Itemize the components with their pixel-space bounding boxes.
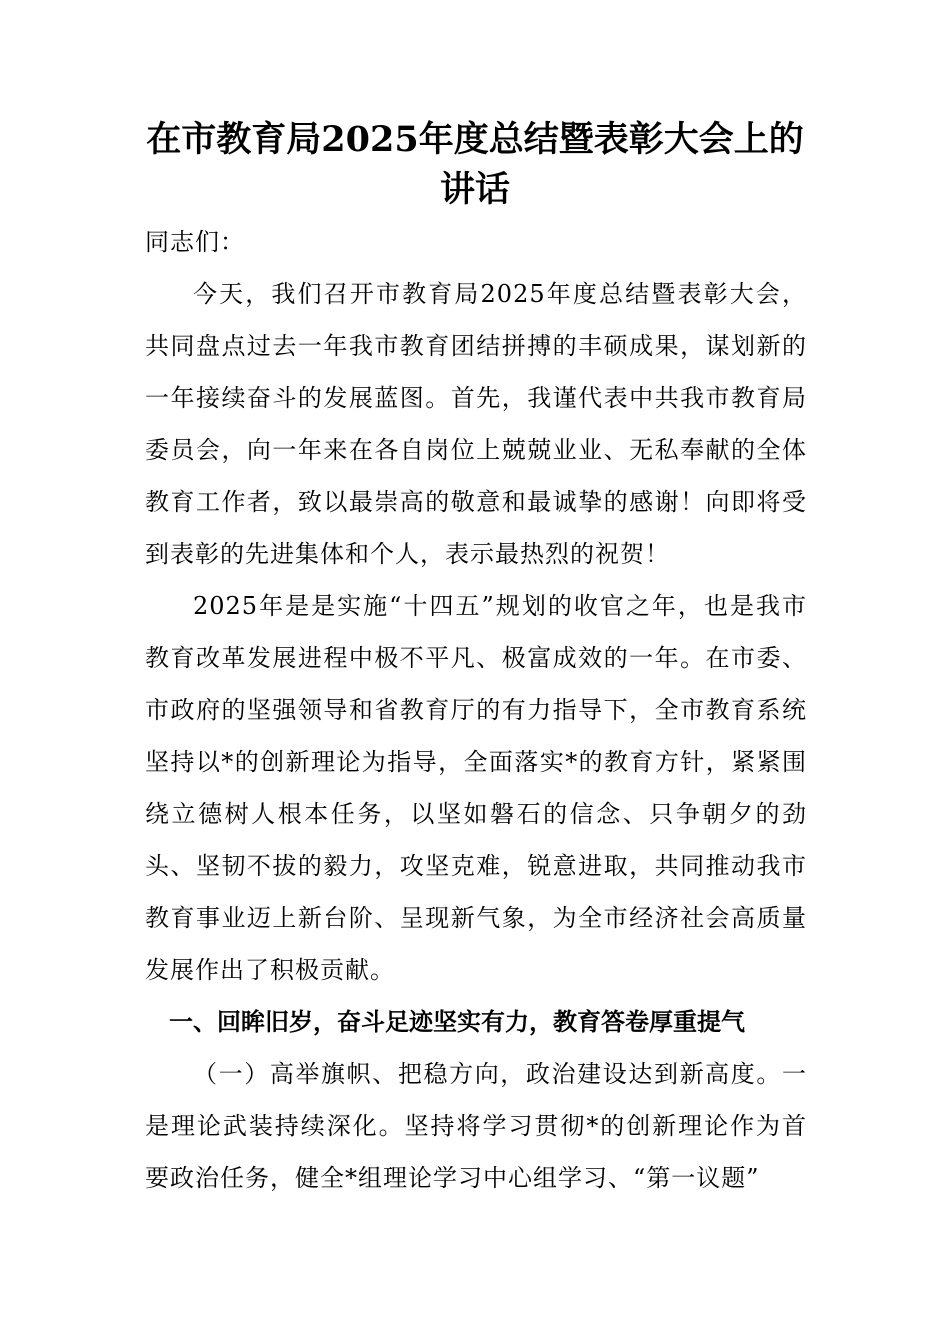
salutation: 同志们： [145, 228, 245, 256]
document-title-line-2: 讲话 [439, 169, 510, 210]
document-body [145, 216, 807, 1204]
paragraph-review: 2025年是是实施“十四五”规划的收官之年，也是我市教育改革发展进程中极不平凡、极富成效的一年。在市委、市政府的坚强领导和省教育厅的有力指导下，全市教育系统坚持以*的创新理论为指导，全面落实*的教育方针，紧紧围绕立德树人根本任务，以坚如磐石的信念、只争朝夕的劲头、坚韧不拔的毅力，攻坚克难，锐意进取，共同推动我市教育事业迈上新台阶、呈现新气象，为全市经济社会高质量发展作出了积极贡献。 [145, 592, 807, 984]
section-heading-1: 一、回眸旧岁，奋斗足迹坚实有力，教育答卷厚重提气 [169, 1008, 745, 1036]
paragraph-opening: 今天，我们召开市教育局2025年度总结暨表彰大会，共同盘点过去一年我市教育团结拼搏的丰硕成果，谋划新的一年接续奋斗的发展蓝图。首先，我谨代表中共我市教育局委员会，向一年来在各自岗位上兢兢业业、无私奉献的全体教育工作者，致以最崇高的敬意和最诚挚的感谢！向即将受到表彰的先进集体和个人，表示最热烈的祝贺！ [145, 280, 807, 568]
section-paragraph-1: （一）高举旗帜、把稳方向，政治建设达到新高度。一是理论武装持续深化。坚持将学习贯彻*的创新理论作为首要政治任务，健全*组理论学习中心组学习、“第一议题” [145, 1060, 807, 1192]
document-title-line-1: 在市教育局2025年度总结暨表彰大会上的 [146, 119, 804, 160]
